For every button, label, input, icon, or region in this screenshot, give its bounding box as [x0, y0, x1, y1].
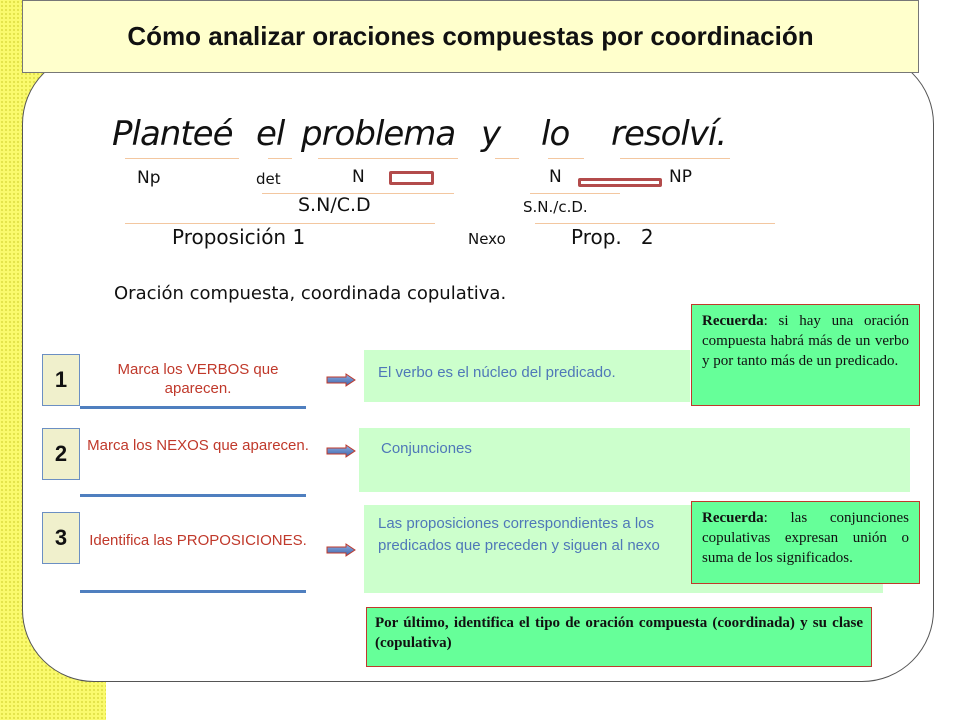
sentence-word: y [481, 114, 501, 154]
sentence-word: resolví. [611, 114, 727, 154]
step-underline [80, 494, 306, 497]
answer-box: Conjunciones [359, 428, 910, 492]
reminder-note [691, 304, 920, 406]
step-number-badge: 1 [42, 354, 80, 406]
sentence-word: Planteé [112, 114, 233, 154]
step-instruction: Identifica las PROPOSICIONES. [89, 532, 307, 549]
arrow-right-icon [326, 373, 356, 387]
page-title: Cómo analizar oraciones compuestas por coordinación [127, 21, 814, 51]
phrase-label: S.N./c.D. [523, 198, 588, 216]
step-number-badge: 2 [42, 428, 80, 480]
reminder-label: Recuerda [702, 510, 764, 526]
arrow-right-icon [326, 543, 356, 557]
word-underline [318, 158, 458, 159]
arrow-right-icon [326, 444, 356, 458]
reminder-label: Recuerda [702, 313, 764, 329]
proposition-label: Proposición 1 [172, 225, 306, 249]
reminder-text: : las conjunciones copulativas expresan unión o suma de los significados. [702, 510, 909, 566]
step-underline [80, 590, 306, 593]
word-underline [268, 158, 292, 159]
answer-box: Las proposiciones correspondientes a los predicados que preceden y siguen al nexo [364, 505, 883, 593]
step-instruction: Marca los NEXOS que aparecen. [87, 437, 309, 454]
step-instruction: Marca los VERBOS que aparecen. [117, 361, 279, 397]
final-instruction: Por último, identifica el tipo de oración compuesta (coordinada) y su clase (copulativa) [366, 607, 872, 667]
word-underline [620, 158, 730, 159]
tag-label: Np [137, 168, 161, 188]
conclusion-text: Oración compuesta, coordinada copulativa. [114, 283, 507, 304]
word-underline [125, 158, 239, 159]
nexo-label: Nexo [468, 230, 506, 248]
tag-label: N [352, 167, 365, 187]
proposition-underline [125, 223, 435, 224]
reminder-note [691, 501, 920, 584]
title-box [22, 0, 919, 73]
proposition-underline [535, 223, 775, 224]
reminder-text: : si hay una oración compuesta habrá más de un verbo y por tanto más de un predicado. [702, 313, 909, 369]
sentence-word: el [256, 114, 285, 154]
tag-label: NP [669, 167, 692, 187]
analysis-bracket [389, 171, 434, 185]
tag-label: N [549, 167, 562, 187]
step-underline [80, 406, 306, 409]
proposition-label: Prop. 2 [571, 225, 654, 249]
phrase-underline [530, 193, 620, 194]
word-underline [548, 158, 584, 159]
phrase-label: S.N/C.D [298, 194, 371, 216]
sentence-word: problema [301, 114, 456, 154]
tag-label: det [256, 170, 281, 188]
sentence-word: lo [541, 114, 570, 154]
answer-box: El verbo es el núcleo del predicado. [364, 350, 690, 402]
analysis-bracket [578, 178, 662, 187]
step-number-badge: 3 [42, 512, 80, 564]
word-underline [495, 158, 519, 159]
